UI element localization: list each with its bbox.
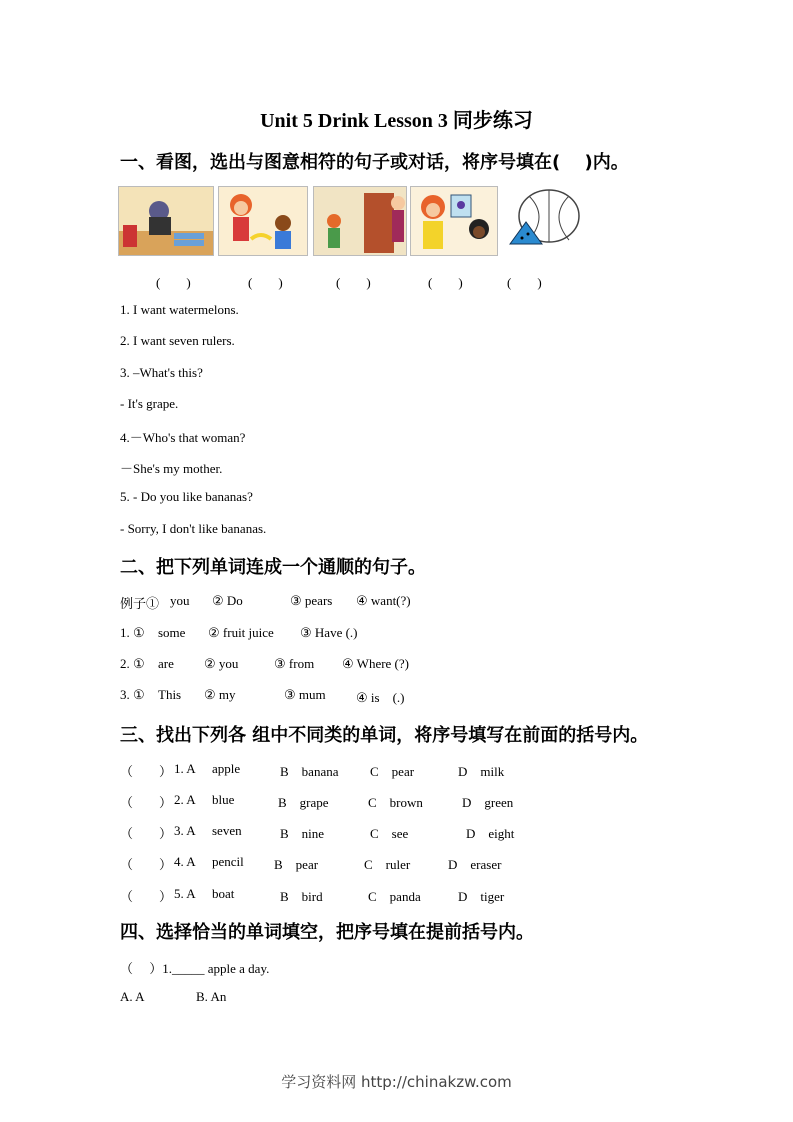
option-c: C ruler	[364, 857, 411, 872]
option-b: B bird	[280, 889, 323, 904]
question-num: 3. A	[174, 823, 196, 838]
option-a: blue	[212, 792, 235, 807]
answer-paren[interactable]: （ ）	[120, 857, 173, 872]
word-d: ④ Where (?)	[342, 656, 409, 671]
word-c: ③ Have (.)	[300, 625, 358, 640]
section1-heading: 一、看图，选出与图意相符的句子或对话，将序号填在( )内。	[120, 152, 629, 173]
fill-question-1: （ ）1._____ apple a day.	[120, 961, 270, 976]
option-c: C brown	[368, 795, 423, 810]
word-d: ④ is (.)	[356, 690, 405, 705]
word-c: ③ pears	[290, 593, 333, 608]
word-order-row	[120, 625, 540, 643]
choice-row	[120, 792, 540, 810]
choice-row	[120, 761, 540, 779]
section4-heading: 四、选择恰当的单词填空，把序号填在提前括号内。	[120, 922, 534, 943]
sentence-2: 2. I want seven rulers.	[120, 333, 235, 348]
option-b: B banana	[280, 764, 339, 779]
word-c: ③ from	[274, 656, 315, 671]
word-a: you	[170, 593, 190, 608]
picture-bananas	[218, 186, 308, 256]
option-d: D tiger	[458, 889, 505, 904]
picture-watermelon	[504, 186, 584, 254]
answer-paren-4[interactable]: ( )	[428, 275, 463, 290]
option-a: seven	[212, 823, 242, 838]
answer-paren[interactable]: （ ）	[120, 826, 173, 841]
row-num: 1. ①	[120, 625, 145, 640]
row-num: 例子①	[120, 596, 160, 611]
row-num: 3. ①	[120, 687, 145, 702]
section3-heading: 三、找出下列各 组中不同类的单词，将序号填写在前面的括号内。	[120, 725, 649, 746]
sentence-3b: - It's grape.	[120, 396, 179, 411]
sentence-4a: 4.－Who's that woman?	[120, 430, 246, 445]
word-c: ③ mum	[284, 687, 326, 702]
option-b: B. An	[196, 989, 227, 1004]
option-a: A. A	[120, 989, 145, 1004]
option-b: B nine	[280, 826, 325, 841]
question-num: 2. A	[174, 792, 196, 807]
picture-rulers	[118, 186, 214, 256]
answer-paren-3[interactable]: ( )	[336, 275, 371, 290]
sentence-1: 1. I want watermelons.	[120, 302, 239, 317]
option-d: D eraser	[448, 857, 502, 872]
choice-row	[120, 823, 540, 841]
answer-paren[interactable]: （ ）	[120, 795, 173, 810]
section2-heading: 二、把下列单词连成一个通顺的句子。	[120, 557, 426, 578]
option-b: B grape	[278, 795, 329, 810]
answer-paren-2[interactable]: ( )	[248, 275, 283, 290]
sentence-4b: －She's my mother.	[120, 461, 223, 476]
footer-watermark: 学习资料网 http://chinakzw.com	[281, 1073, 512, 1091]
word-order-row	[120, 656, 540, 674]
question-num: 5. A	[174, 886, 196, 901]
answer-paren[interactable]: （ ）	[120, 764, 173, 779]
choice-row	[120, 886, 540, 904]
option-a: pencil	[212, 854, 244, 869]
picture-woman	[313, 186, 407, 256]
answer-paren-1[interactable]: ( )	[156, 275, 191, 290]
question-num: 4. A	[174, 854, 196, 869]
choice-row	[120, 854, 540, 872]
word-a: some	[158, 625, 186, 640]
page-title: Unit 5 Drink Lesson 3 同步练习	[260, 110, 533, 132]
word-b: ② my	[204, 687, 236, 702]
row-num: 2. ①	[120, 656, 145, 671]
question-num: 1. A	[174, 761, 196, 776]
sentence-3a: 3. –What's this?	[120, 365, 203, 380]
answer-paren[interactable]: （ ）	[120, 889, 173, 904]
word-b: ② you	[204, 656, 239, 671]
option-a: boat	[212, 886, 235, 901]
option-d: D green	[462, 795, 514, 810]
answer-paren-5[interactable]: ( )	[507, 275, 542, 290]
fill-options	[120, 989, 320, 1007]
option-d: D eight	[466, 826, 515, 841]
option-c: C panda	[368, 889, 421, 904]
word-b: ② Do	[212, 593, 243, 608]
sentence-5b: - Sorry, I don't like bananas.	[120, 521, 267, 536]
picture-grapes	[410, 186, 498, 256]
word-a: are	[158, 656, 174, 671]
option-a: apple	[212, 761, 241, 776]
word-a: This	[158, 687, 182, 702]
option-d: D milk	[458, 764, 505, 779]
sentence-5a: 5. - Do you like bananas?	[120, 489, 253, 504]
word-d: ④ want(?)	[356, 593, 411, 608]
option-c: C pear	[370, 764, 415, 779]
word-order-row	[120, 687, 540, 705]
option-c: C see	[370, 826, 409, 841]
option-b: B pear	[274, 857, 319, 872]
word-b: ② fruit juice	[208, 625, 274, 640]
word-order-row	[120, 593, 540, 611]
